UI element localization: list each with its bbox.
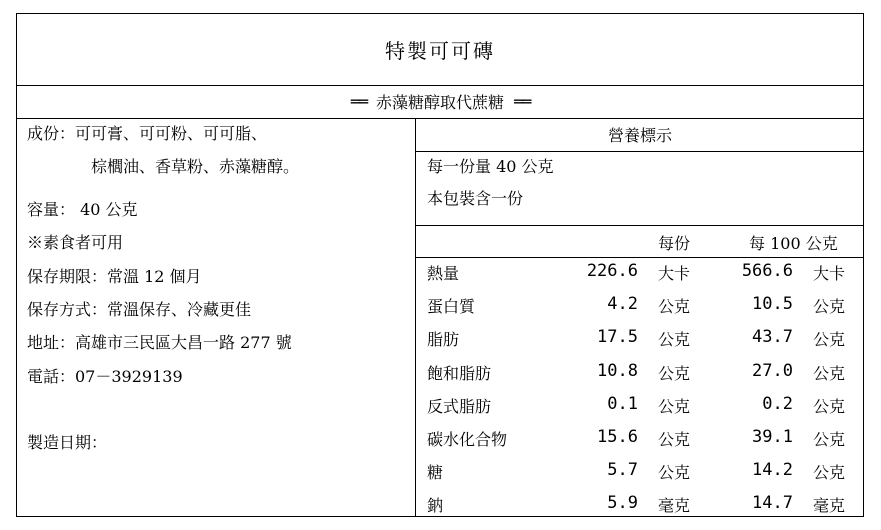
- value-per-serving: 10.8: [597, 361, 638, 381]
- shelf-life: 保存期限：常溫 12 個月: [27, 267, 202, 286]
- unit-per-serving: 公克: [658, 463, 691, 482]
- subtitle-rule-left: ══: [350, 92, 366, 111]
- subtitle-banner: [17, 85, 863, 119]
- value-per-100g: 39.1: [752, 427, 793, 447]
- subtitle-rule-right: ══: [514, 92, 530, 111]
- value-per-serving: 4.2: [607, 294, 638, 314]
- nutrient-name: 熱量: [427, 264, 460, 283]
- unit-per-100g: 公克: [813, 297, 846, 316]
- vegetarian-note: ※素食者可用: [27, 233, 124, 252]
- unit-per-100g: 公克: [813, 463, 846, 482]
- unit-per-100g: 毫克: [813, 496, 846, 515]
- nutrient-name: 蛋白質: [427, 297, 476, 316]
- storage-method: 保存方式：常溫保存、冷藏更佳: [27, 300, 252, 319]
- col-head-per-serving: 每份: [658, 234, 691, 253]
- ingredients-line-1: 成份：可可膏、可可粉、可可脂、: [27, 124, 268, 143]
- unit-per-serving: 公克: [658, 297, 691, 316]
- value-per-serving: 5.7: [607, 460, 638, 480]
- product-title: 特製可可磚: [17, 14, 863, 86]
- value-per-100g: 43.7: [752, 327, 793, 347]
- value-per-serving: 17.5: [597, 327, 638, 347]
- servings-per-package: 本包裝含一份: [427, 189, 524, 208]
- value-per-serving: 0.1: [607, 394, 638, 414]
- column-divider: [415, 118, 416, 516]
- serving-size: 每一份量 40 公克: [427, 157, 554, 176]
- unit-per-serving: 公克: [658, 364, 691, 383]
- col-head-per-100g: 每 100 公克: [749, 234, 838, 253]
- nutrition-rule-3: [416, 257, 864, 258]
- value-per-serving: 226.6: [586, 261, 638, 281]
- value-per-serving: 15.6: [597, 427, 638, 447]
- unit-per-serving: 毫克: [658, 496, 691, 515]
- unit-per-100g: 公克: [813, 364, 846, 383]
- phone: 電話：07－3929139: [27, 367, 183, 386]
- nutrition-title: 營養標示: [607, 126, 672, 145]
- nutrition-rule-2: [416, 225, 864, 226]
- nutrient-name: 碳水化合物: [427, 430, 508, 449]
- nutrient-name: 脂肪: [427, 330, 460, 349]
- value-per-100g: 10.5: [752, 294, 793, 314]
- nutrient-name: 鈉: [427, 496, 444, 515]
- unit-per-100g: 公克: [813, 397, 846, 416]
- nutrient-name: 飽和脂肪: [427, 364, 492, 383]
- nutrient-name: 糖: [427, 463, 444, 482]
- unit-per-100g: 公克: [813, 330, 846, 349]
- ingredients-line-2: 棕櫚油、香草粉、赤藻糖醇。: [91, 157, 300, 176]
- value-per-100g: 566.6: [741, 261, 793, 281]
- unit-per-100g: 大卡: [813, 264, 846, 283]
- value-per-100g: 14.7: [752, 493, 793, 513]
- nutrient-name: 反式脂肪: [427, 397, 492, 416]
- capacity: 容量： 40 公克: [27, 200, 138, 219]
- address: 地址：高雄市三民區大昌一路 277 號: [27, 333, 292, 352]
- unit-per-100g: 公克: [813, 430, 846, 449]
- subtitle-text: 赤藻糖醇取代蔗糖: [375, 93, 504, 112]
- value-per-100g: 14.2: [752, 460, 793, 480]
- unit-per-serving: 公克: [658, 430, 691, 449]
- product-label: [16, 13, 864, 517]
- nutrition-rule-1: [416, 151, 864, 152]
- unit-per-serving: 公克: [658, 397, 691, 416]
- unit-per-serving: 公克: [658, 330, 691, 349]
- value-per-serving: 5.9: [607, 493, 638, 513]
- manufacture-date: 製造日期：: [27, 433, 108, 452]
- unit-per-serving: 大卡: [658, 264, 691, 283]
- value-per-100g: 0.2: [762, 394, 793, 414]
- value-per-100g: 27.0: [752, 361, 793, 381]
